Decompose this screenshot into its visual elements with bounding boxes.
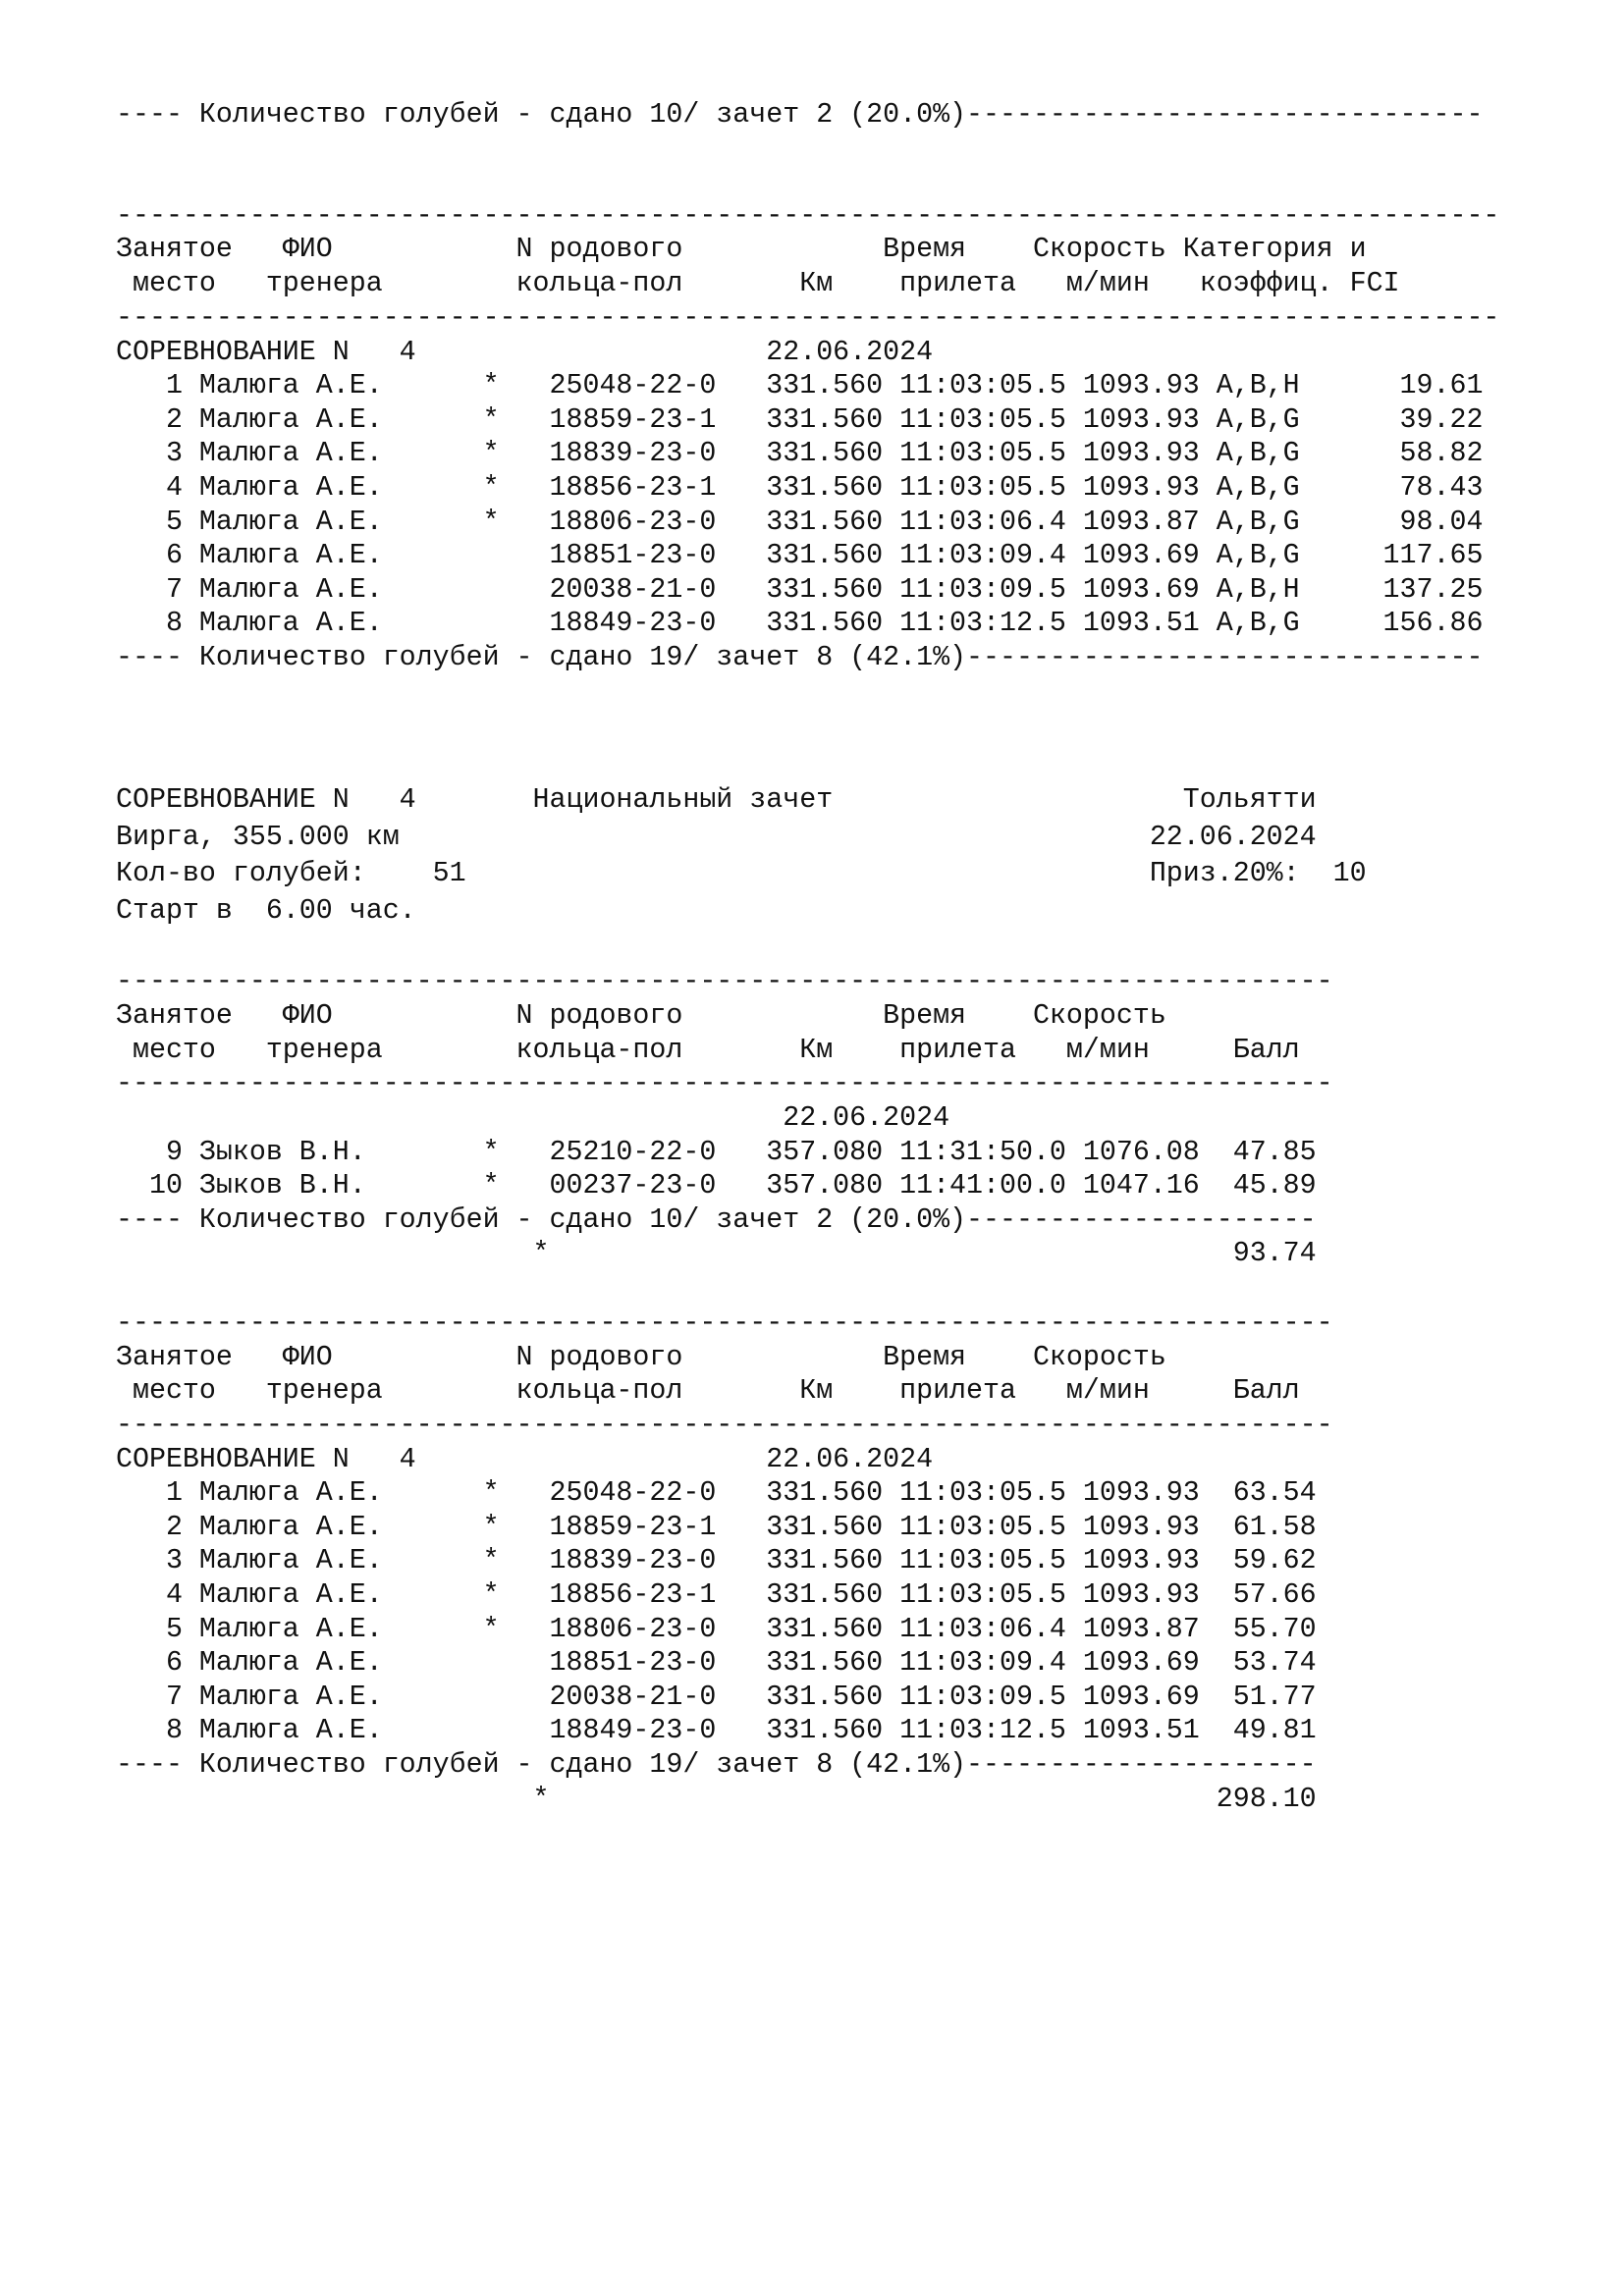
table-b-header-row-2: место тренера кольца-пол Км прилета м/мин Балл (116, 1375, 1300, 1407)
table-row: 1 Малюга А.Е. * 25048-22-0 331.560 11:03:05.5 1093.93 A,B,H 19.61 (116, 370, 1484, 401)
table-row: 7 Малюга А.Е. 20038-21-0 331.560 11:03:09.5 1093.69 51.77 (116, 1682, 1317, 1713)
fci-rule-mid: ----------------------------------------------------------------------------------- (116, 302, 1500, 334)
table-b-header-row-1: Занятое ФИО N родового Время Скорость (116, 1342, 1166, 1373)
table-row: 8 Малюга А.Е. 18849-23-0 331.560 11:03:12.5 1093.51 49.81 (116, 1715, 1317, 1746)
table-row: 5 Малюга А.Е. * 18806-23-0 331.560 11:03:06.4 1093.87 A,B,G 98.04 (116, 507, 1484, 538)
table-a-header-row-1: Занятое ФИО N родового Время Скорость (116, 1000, 1166, 1032)
table-a-rule-top: ------------------------------------------------------------------------- (116, 966, 1333, 997)
table-row: 3 Малюга А.Е. * 18839-23-0 331.560 11:03:05.5 1093.93 59.62 (116, 1545, 1317, 1576)
table-row: 10 Зыков В.Н. * 00237-23-0 357.080 11:41:00.0 1047.16 45.89 (116, 1170, 1317, 1201)
top-summary-line: ---- Количество голубей - сдано 10/ зачет 2 (20.0%)------------------------------- (116, 99, 1484, 131)
fci-header-row-1: Занятое ФИО N родового Время Скорость Категория и (116, 234, 1367, 265)
table-row: 2 Малюга А.Е. * 18859-23-1 331.560 11:03:05.5 1093.93 A,B,G 39.22 (116, 404, 1484, 436)
table-b-rule-top: ------------------------------------------------------------------------- (116, 1308, 1333, 1339)
table-b-total-line: * 298.10 (116, 1784, 1317, 1815)
table-row: 7 Малюга А.Е. 20038-21-0 331.560 11:03:09.5 1093.69 A,B,H 137.25 (116, 574, 1484, 606)
national-distance-line: Вирга, 355.000 км 22.06.2024 (116, 822, 1317, 853)
table-row: 9 Зыков В.Н. * 25210-22-0 357.080 11:31:50.0 1076.08 47.85 (116, 1137, 1317, 1168)
table-row: 4 Малюга А.Е. * 18856-23-1 331.560 11:03:05.5 1093.93 57.66 (116, 1579, 1317, 1611)
national-start-line: Старт в 6.00 час. (116, 895, 416, 927)
fci-summary-line: ---- Количество голубей - сдано 19/ зачет 8 (42.1%)------------------------------- (116, 642, 1484, 673)
table-a-rule-mid: ------------------------------------------------------------------------- (116, 1068, 1333, 1099)
table-a-summary-line: ---- Количество голубей - сдано 10/ зачет 2 (20.0%)--------------------- (116, 1204, 1317, 1236)
table-row: 4 Малюга А.Е. * 18856-23-1 331.560 11:03:05.5 1093.93 A,B,G 78.43 (116, 472, 1484, 504)
table-row: 6 Малюга А.Е. 18851-23-0 331.560 11:03:09.4 1093.69 A,B,G 117.65 (116, 540, 1484, 571)
national-pigeons-line: Кол-во голубей: 51 Приз.20%: 10 (116, 858, 1367, 889)
table-row: 1 Малюга А.Е. * 25048-22-0 331.560 11:03:05.5 1093.93 63.54 (116, 1477, 1317, 1509)
table-b-summary-line: ---- Количество голубей - сдано 19/ зачет 8 (42.1%)--------------------- (116, 1749, 1317, 1781)
table-row: 5 Малюга А.Е. * 18806-23-0 331.560 11:03:06.4 1093.87 55.70 (116, 1614, 1317, 1645)
table-row: 2 Малюга А.Е. * 18859-23-1 331.560 11:03:05.5 1093.93 61.58 (116, 1512, 1317, 1543)
national-title-line: СОРЕВНОВАНИЕ N 4 Национальный зачет Тольятти (116, 784, 1317, 816)
table-row: 8 Малюга А.Е. 18849-23-0 331.560 11:03:12.5 1093.51 A,B,G 156.86 (116, 608, 1484, 639)
table-a-total-line: * 93.74 (116, 1238, 1317, 1269)
fci-rule-top: ----------------------------------------------------------------------------------- (116, 200, 1500, 232)
table-row: 3 Малюга А.Е. * 18839-23-0 331.560 11:03:05.5 1093.93 A,B,G 58.82 (116, 438, 1484, 469)
table-a-date-line: 22.06.2024 (116, 1102, 950, 1134)
table-b-rule-mid: ------------------------------------------------------------------------- (116, 1410, 1333, 1441)
fci-header-row-2: место тренера кольца-пол Км прилета м/мин коэффиц. FCI (116, 268, 1400, 299)
fci-competition-line: СОРЕВНОВАНИЕ N 4 22.06.2024 (116, 337, 934, 368)
table-a-header-row-2: место тренера кольца-пол Км прилета м/мин Балл (116, 1035, 1300, 1066)
table-row: 6 Малюга А.Е. 18851-23-0 331.560 11:03:09.4 1093.69 53.74 (116, 1647, 1317, 1679)
table-b-competition-line: СОРЕВНОВАНИЕ N 4 22.06.2024 (116, 1444, 934, 1475)
